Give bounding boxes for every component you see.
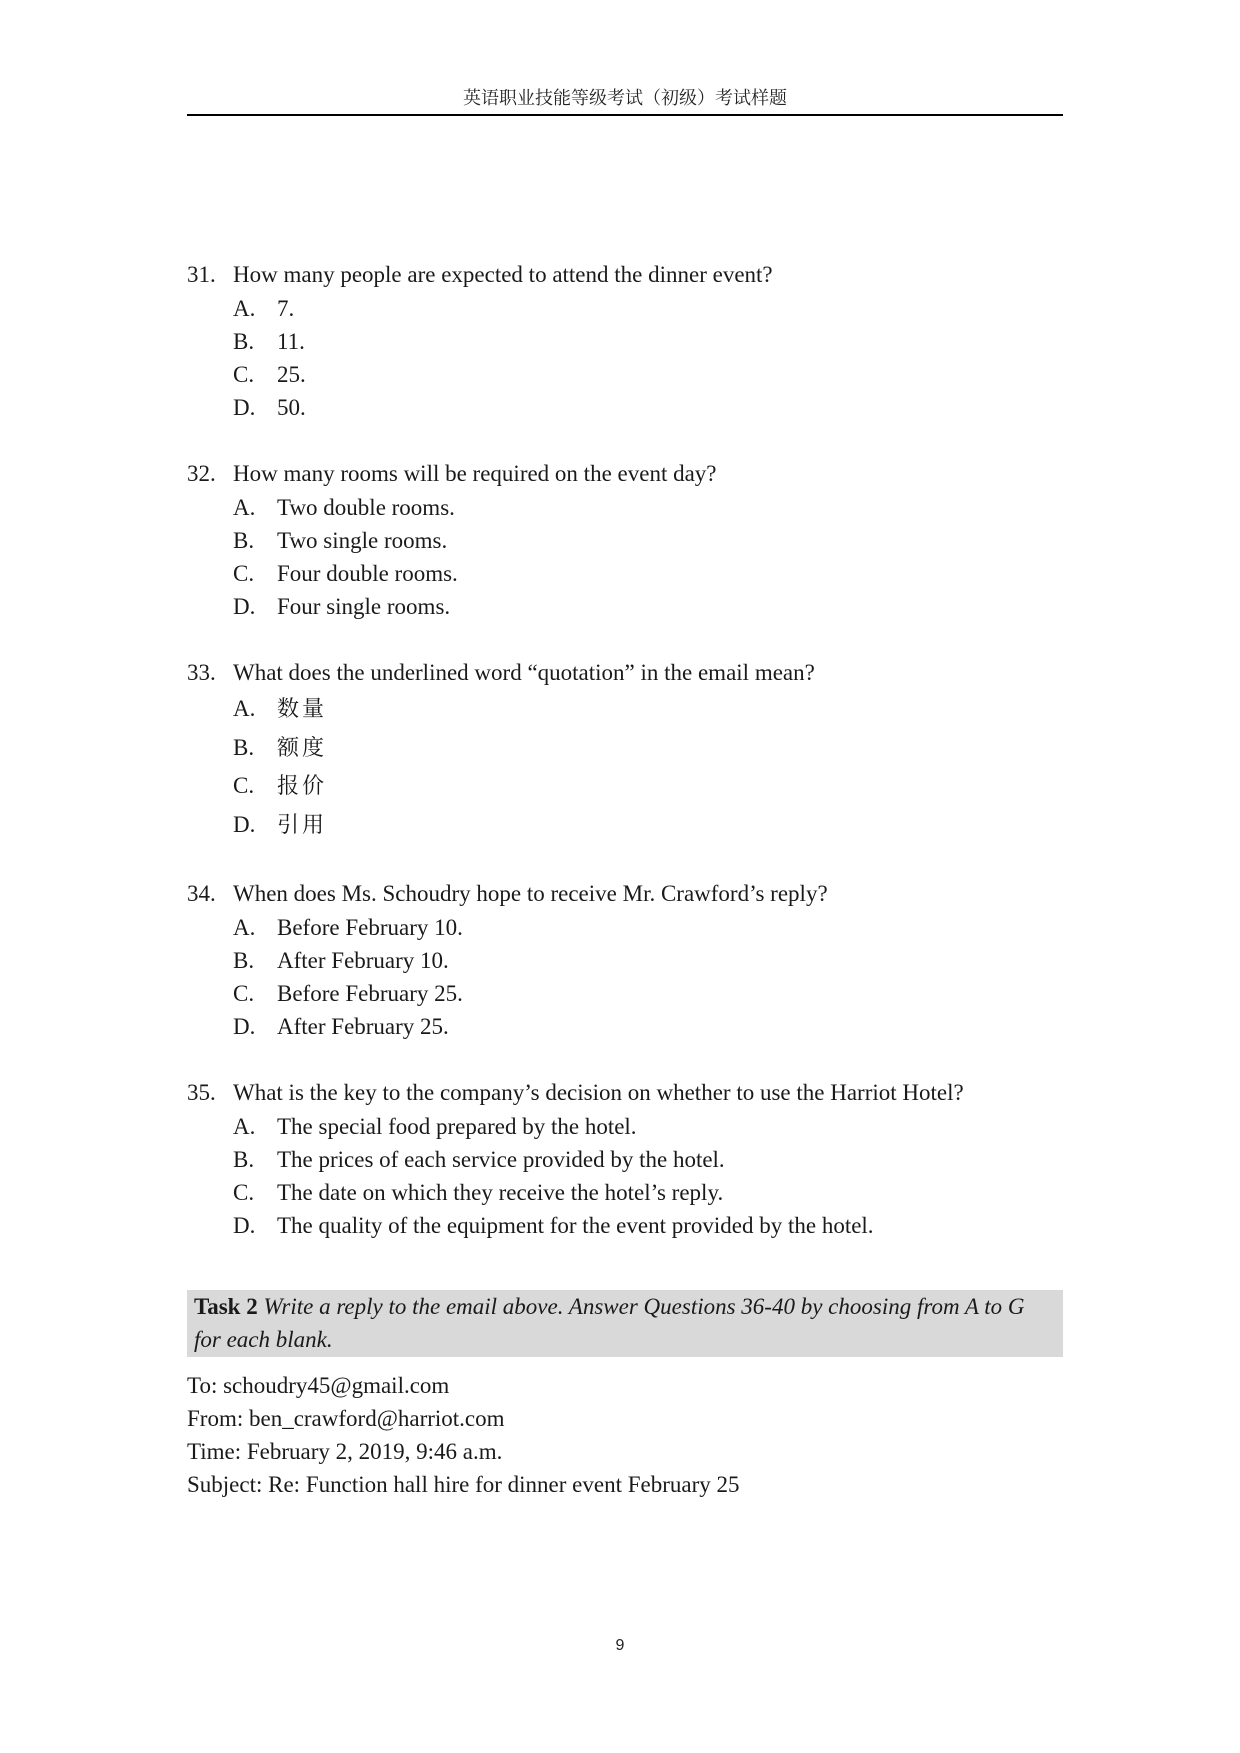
option-text: The date on which they receive the hotel’s reply. [277, 1180, 724, 1205]
question-number: 35. [187, 1080, 216, 1105]
option-letter: B. [233, 948, 255, 973]
option-text: Two single rooms. [277, 528, 448, 553]
task-instruction-box [187, 1290, 1063, 1357]
option-letter: C. [233, 362, 255, 387]
task-instruction: Write a reply to the email above. Answer Questions 36-40 by choosing from A to G for each blank. [194, 1294, 1025, 1352]
option-a [187, 491, 1063, 524]
option-text: After February 25. [277, 1014, 449, 1039]
option-letter: B. [233, 734, 255, 760]
option-b [187, 944, 1063, 977]
option-c [187, 358, 1063, 391]
option-letter: D. [233, 395, 256, 420]
email-subject: Subject: Re: Function hall hire for dinner event February 25 [187, 1472, 740, 1497]
question-33 [187, 656, 1063, 844]
question-number: 33. [187, 660, 216, 685]
option-letter: A. [233, 696, 256, 721]
question-stem [187, 656, 1063, 690]
option-letter: D. [233, 1213, 256, 1238]
question-stem [187, 258, 1063, 292]
option-c [187, 977, 1063, 1010]
option-d [187, 391, 1063, 424]
question-number: 34. [187, 881, 216, 906]
option-text: After February 10. [277, 948, 449, 973]
option-c [187, 767, 1063, 806]
question-stem [187, 877, 1063, 911]
task-title: Task 2 [194, 1294, 258, 1319]
option-a [187, 690, 1063, 729]
email-time: Time: February 2, 2019, 9:46 a.m. [187, 1439, 503, 1464]
option-letter: B. [233, 528, 255, 553]
question-number: 31. [187, 262, 216, 287]
question-stem [187, 457, 1063, 491]
option-b [187, 729, 1063, 768]
option-letter: C. [233, 981, 255, 1006]
option-text: Four double rooms. [277, 561, 458, 586]
question-text: What is the key to the company’s decision on whether to use the Harriot Hotel? [233, 1080, 964, 1105]
option-d [187, 1209, 1063, 1242]
option-list [187, 491, 1063, 623]
page-number: 9 [615, 1637, 625, 1654]
option-list [187, 690, 1063, 844]
option-text: 数量 [277, 697, 328, 722]
option-list [187, 911, 1063, 1043]
option-letter: D. [233, 1014, 256, 1039]
option-text: 额度 [277, 735, 328, 761]
option-letter: A. [233, 296, 256, 321]
option-d [187, 806, 1063, 845]
question-text: When does Ms. Schoudry hope to receive Mr. Crawford’s reply? [233, 881, 828, 906]
option-b [187, 1143, 1063, 1176]
email-header [187, 1369, 1063, 1501]
option-letter: A. [233, 495, 256, 520]
option-letter: D. [233, 811, 256, 837]
option-letter: C. [233, 561, 255, 586]
option-list [187, 1110, 1063, 1242]
option-letter: B. [233, 1147, 255, 1172]
option-a [187, 1110, 1063, 1143]
option-letter: C. [233, 1180, 255, 1205]
question-stem [187, 1076, 1063, 1110]
option-text: Before February 25. [277, 981, 463, 1006]
option-text: 引用 [277, 812, 328, 838]
option-letter: B. [233, 329, 255, 354]
option-text: 7. [277, 296, 295, 321]
option-a [187, 911, 1063, 944]
option-text: The quality of the equipment for the event provided by the hotel. [277, 1213, 874, 1238]
option-text: 报价 [277, 774, 328, 799]
option-letter: A. [233, 915, 256, 940]
page-header-title: 英语职业技能等级考试（初级）考试样题 [463, 88, 787, 109]
question-31 [187, 258, 1063, 424]
option-letter: C. [233, 773, 255, 798]
option-text: The special food prepared by the hotel. [277, 1114, 637, 1139]
option-d [187, 1010, 1063, 1043]
option-c [187, 557, 1063, 590]
option-text: 50. [277, 395, 306, 420]
option-b [187, 325, 1063, 358]
option-a [187, 292, 1063, 325]
option-b [187, 524, 1063, 557]
option-d [187, 590, 1063, 623]
email-to: To: schoudry45@gmail.com [187, 1373, 450, 1398]
option-c [187, 1176, 1063, 1209]
question-34 [187, 877, 1063, 1043]
option-text: Four single rooms. [277, 594, 451, 619]
question-32 [187, 457, 1063, 623]
email-from: From: ben_crawford@harriot.com [187, 1406, 505, 1431]
question-35 [187, 1076, 1063, 1242]
option-text: Two double rooms. [277, 495, 455, 520]
option-letter: A. [233, 1114, 256, 1139]
question-text: How many rooms will be required on the event day? [233, 461, 717, 486]
option-letter: D. [233, 594, 256, 619]
question-text: What does the underlined word “quotation” in the email mean? [233, 660, 815, 685]
option-text: Before February 10. [277, 915, 463, 940]
option-text: 11. [277, 329, 305, 354]
option-text: The prices of each service provided by the hotel. [277, 1147, 725, 1172]
header-divider [187, 114, 1063, 116]
option-list [187, 292, 1063, 424]
question-text: How many people are expected to attend the dinner event? [233, 262, 773, 287]
option-text: 25. [277, 362, 306, 387]
question-list [187, 258, 1063, 1275]
question-number: 32. [187, 461, 216, 486]
